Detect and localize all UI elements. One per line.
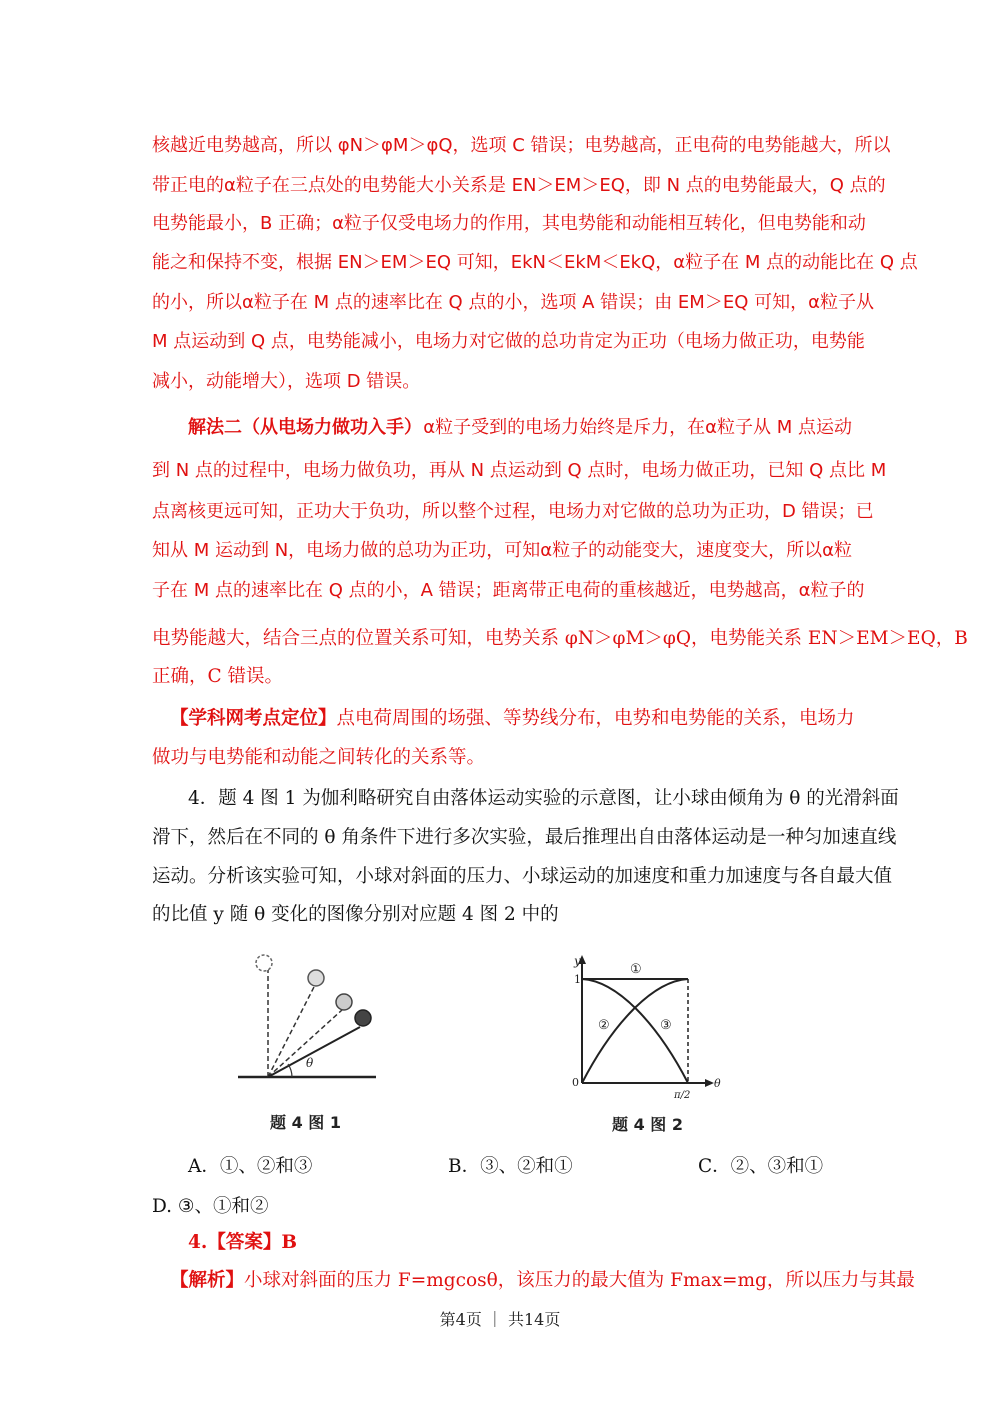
question-line-1: 4．题 4 图 1 为伽利略研究自由落体运动实验的示意图，让小球由倾角为 θ 的光滑斜面 — [188, 788, 899, 809]
page-footer: 第4页 ｜ 共14页 — [439, 1310, 561, 1329]
fig2-pi-label: π/2 — [674, 1090, 691, 1100]
kaodian-text: 点电荷周围的场强、等势线分布，电势和电势能的关系，电场力 — [336, 708, 855, 729]
analysis-line-3: 电势能最小，B 正确；α粒子仅受电场力的作用，其电势能和动能相互转化，但电势能和动 — [152, 213, 866, 234]
analysis-line-5: 的小，所以α粒子在 M 点的速率比在 Q 点的小，选项 A 错误；由 EM＞EQ 可知，α粒子从 — [152, 292, 874, 313]
option-a: A．①、②和③ — [188, 1156, 313, 1177]
option-b: B．③、②和① — [448, 1156, 573, 1177]
method2-line-1 — [188, 415, 852, 441]
figure-1-caption: 题 4 图 1 — [270, 1113, 341, 1132]
option-d: D. ③、①和② — [152, 1196, 269, 1217]
method2-line-7: 正确，C 错误。 — [152, 666, 284, 687]
figure-1-incline — [230, 950, 390, 1090]
fig2-zero-label: 0 — [572, 1076, 579, 1089]
explanation-line — [170, 1268, 915, 1294]
kaodian-label: 【学科网考点定位】 — [170, 708, 337, 729]
method2-line-4: 知从 M 运动到 N，电场力做的总功为正功，可知α粒子的动能变大，速度变大，所以α粒 — [152, 540, 852, 561]
question-line-2: 滑下，然后在不同的 θ 角条件下进行多次实验，最后推理出自由落体运动是一种匀加速直线 — [152, 827, 897, 848]
fig1-theta-label: θ — [306, 1056, 314, 1070]
kaodian-line-2: 做功与电势能和动能之间转化的关系等。 — [152, 747, 486, 768]
option-c: C．②、③和① — [698, 1156, 824, 1177]
analysis-line-7: 减小，动能增大），选项 D 错误。 — [152, 371, 421, 392]
method2-line-5: 子在 M 点的速率比在 Q 点的小，A 错误；距离带正电荷的重核越近，电势越高，α粒子的 — [152, 580, 865, 601]
analysis-line-1: 核越近电势越高，所以 φN＞φM＞φQ，选项 C 错误；电势越高，正电荷的电势能越大，所以 — [152, 135, 891, 156]
ball-1-icon — [256, 955, 272, 971]
question-line-3: 运动。分析该实验可知，小球对斜面的压力、小球运动的加速度和重力加速度与各自最大值 — [152, 866, 893, 887]
figure-2-caption: 题 4 图 2 — [612, 1115, 683, 1134]
method2-label: 解法二（从电场力做功入手） — [188, 417, 422, 438]
question-line-4: 的比值 y 随 θ 变化的图像分别对应题 4 图 2 中的 — [152, 904, 559, 925]
analysis-line-2: 带正电的α粒子在三点处的电势能大小关系是 EN＞EM＞EQ，即 N 点的电势能最大，Q 点的 — [152, 175, 886, 196]
method2-line-2: 到 N 点的过程中，电场力做负功，再从 N 点运动到 Q 点时，电场力做正功，已知 Q 点比 M — [152, 460, 887, 481]
analysis-line-6: M 点运动到 Q 点，电势能减小，电场力对它做的总功肯定为正功（电场力做正功，电势能 — [152, 331, 865, 352]
fig2-y-label: y — [574, 955, 581, 968]
kaodian-line-1 — [170, 706, 855, 732]
curve-3-label: ③ — [660, 1018, 672, 1033]
analysis-line-4: 能之和保持不变，根据 EN＞EM＞EQ 可知，EkN＜EkM＜EkQ，α粒子在 M 点的动能比在 Q 点 — [152, 252, 918, 273]
ball-3-icon — [336, 994, 352, 1010]
curve-1-label: ① — [630, 962, 642, 977]
explanation-text: 小球对斜面的压力 F=mgcosθ，该压力的最大值为 Fmax=mg，所以压力与其最 — [244, 1270, 915, 1291]
curve-2-label: ② — [598, 1018, 610, 1033]
explanation-label: 【解析】 — [170, 1270, 245, 1291]
method2-text: α粒子受到的电场力始终是斥力，在α粒子从 M 点运动 — [423, 417, 852, 438]
ball-4-icon — [355, 1010, 371, 1026]
answer-line: 4.【答案】B — [188, 1232, 297, 1253]
method2-line-6: 电势能越大，结合三点的位置关系可知，电势关系 φN＞φM＞φQ，电势能关系 EN＞EM＞EQ，B — [152, 628, 968, 649]
figure-2-graph — [568, 955, 728, 1100]
ball-2-icon — [308, 970, 324, 986]
fig2-theta-label: θ — [714, 1077, 721, 1090]
fig2-one-label: 1 — [574, 973, 581, 986]
method2-line-3: 点离核更远可知，正功大于负功，所以整个过程，电场力对它做的总功为正功，D 错误；已 — [152, 501, 874, 522]
